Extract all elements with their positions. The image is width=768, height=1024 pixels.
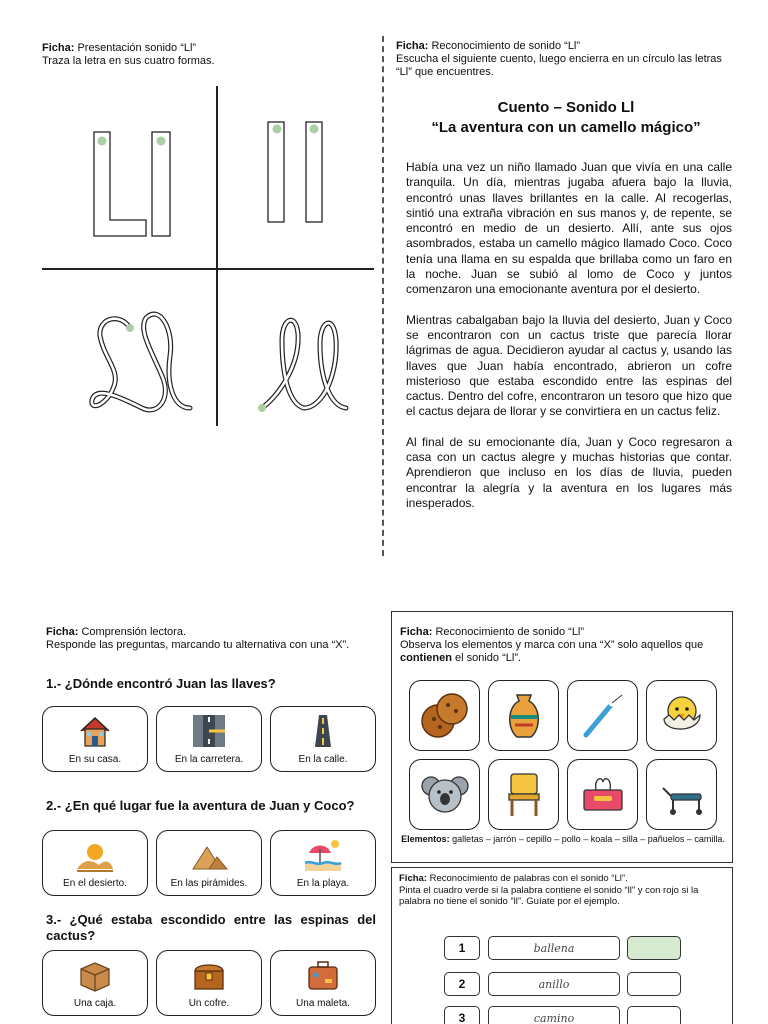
elements-label: Elementos: [401, 834, 450, 844]
option-card[interactable] [270, 706, 376, 772]
sheet4-label: Ficha: [400, 626, 433, 638]
question-2: 2.- ¿En qué lugar fue la aventura de Juan y Coco? [46, 798, 355, 813]
sheet1-instruction: Traza la letra en sus cuatro formas. [42, 55, 215, 67]
pyramids-icon [157, 835, 261, 875]
sheet2-instruction: Escucha el siguiente cuento, luego encierra en un círculo las letras “Ll” que encuentres. [396, 53, 722, 78]
sheet5-instruction: Pinta el cuadro verde si la palabra contiene el sonido “ll” y con rojo si la palabra no tiene el sonido “ll”. Guíate por el ejemplo. [399, 884, 699, 907]
color-box-example[interactable] [627, 936, 681, 960]
sheet1-label: Ficha: [42, 42, 75, 54]
sheet2-label: Ficha: [396, 40, 429, 52]
option-label: En la playa. [296, 878, 350, 889]
option-card[interactable] [42, 706, 148, 772]
item-tile-toothbrush[interactable] [567, 680, 638, 751]
sheet5-header [399, 873, 729, 908]
tissues-icon [576, 768, 630, 822]
sheet3-instruction: Responde las preguntas, marcando tu alternativa con una “X”. [46, 639, 350, 651]
item-tile-tissues[interactable] [567, 759, 638, 830]
sheet4-instruction-end: el sonido “Ll”. [451, 652, 522, 664]
upper-print-L [94, 132, 146, 236]
sheet2-title: Reconocimiento de sonido “Ll” [428, 40, 581, 52]
option-label: En las pirámides. [170, 878, 248, 889]
upper-print-l [152, 132, 170, 236]
sheet4-instruction: Observa los elementos y marca con una “X” solo aquellos que [400, 639, 704, 651]
sheet3-title: Comprensión lectora. [78, 626, 187, 638]
story-title-line2: “La aventura con un camello mágico” [431, 119, 701, 136]
start-dot [98, 137, 107, 146]
lower-print-l [268, 122, 284, 222]
house-icon [43, 711, 147, 751]
elements-text: galletas – jarrón – cepillo – pollo – koala – silla – pañuelos – camilla. [449, 834, 725, 844]
item-tile-chick[interactable] [646, 680, 717, 751]
option-card[interactable] [42, 950, 148, 1016]
story-title [396, 98, 736, 138]
upper-cursive-Ll [92, 314, 190, 410]
highway-icon [157, 711, 261, 751]
sheet3-label: Ficha: [46, 626, 79, 638]
beach-icon [271, 835, 375, 875]
elements-list [398, 834, 728, 845]
sheet5-title: Reconocimiento de palabras con el sonido “Ll”. [426, 873, 628, 884]
sheet4-header [400, 626, 728, 665]
word-box: camino [488, 1006, 620, 1024]
option-label: En la calle. [298, 754, 348, 765]
sheet2-header [396, 40, 736, 79]
koala-icon [418, 768, 472, 822]
sheet3-header [46, 626, 376, 652]
option-label: Una caja. [73, 998, 117, 1009]
start-dot [258, 404, 266, 412]
color-box[interactable] [627, 1006, 681, 1024]
option-card[interactable] [156, 706, 262, 772]
option-label: Una maleta. [296, 998, 350, 1009]
option-card[interactable] [42, 830, 148, 896]
cut-line-dashed [382, 36, 384, 556]
question-3: 3.- ¿Qué estaba escondido entre las espinas del cactus? [46, 912, 376, 943]
item-tile-vase[interactable] [488, 680, 559, 751]
sheet1-title: Presentación sonido “Ll” [74, 42, 197, 54]
story-paragraph: Había una vez un niño llamado Juan que vivía en una calle tranquila. Un día, mientras jugaba afuera bajo la lluvia, encontró unas llaves brillantes en la calle. Al recogerlas, sintió una extraña vibración en sus manos y, de repente, se encontró en medio de un desierto. Allí, ante sus ojos asombrados, estaba un camello mágico llamado Coco. Coco tenía una llama en su espalda que brillaba como un faro en la noche. Juan se subió al lomo de Coco y juntos comenzaron una emocionante aventura por el desierto. [406, 160, 732, 297]
item-tile-koala[interactable] [409, 759, 480, 830]
story-body [406, 160, 732, 511]
item-tile-chair[interactable] [488, 759, 559, 830]
option-card[interactable] [156, 950, 262, 1016]
chair-icon [497, 768, 551, 822]
lower-print-l [306, 122, 322, 222]
row-number: 3 [444, 1006, 480, 1024]
option-label: En su casa. [68, 754, 122, 765]
sheet5-label: Ficha: [399, 873, 427, 884]
box-icon [43, 955, 147, 995]
story-paragraph: Mientras cabalgaban bajo la lluvia del desierto, Juan y Coco se encontraron con un cactus triste que parecía llorar lágrimas de agua. Decidieron ayudar al cactus y, usando las llaves que Juan había encontrado, abrieron un cofre misterioso que estaba escondido entre las espinas del cactus. Dentro del cofre, encontraron un tesoro que hizo que el cactus dejara de llorar y se convirtiera en un cactus feliz. [406, 312, 732, 419]
option-card[interactable] [270, 950, 376, 1016]
toothbrush-icon [576, 689, 630, 743]
option-card[interactable] [270, 830, 376, 896]
cookies-icon [418, 689, 472, 743]
chest-icon [157, 955, 261, 995]
sheet1-header [42, 42, 362, 68]
word-box: ballena [488, 936, 620, 960]
start-dot [157, 137, 166, 146]
option-label: En la carretera. [174, 754, 244, 765]
letter-tracing-area [42, 86, 376, 426]
sheet4-instruction-bold: contienen [400, 652, 452, 664]
item-tile-cookies[interactable] [409, 680, 480, 751]
suitcase-icon [271, 955, 375, 995]
option-label: Un cofre. [188, 998, 230, 1009]
chick-icon [655, 689, 709, 743]
row-number: 1 [444, 936, 480, 960]
desert-icon [43, 835, 147, 875]
row-number: 2 [444, 972, 480, 996]
start-dot [126, 324, 134, 332]
word-box: anillo [488, 972, 620, 996]
start-dot [273, 125, 282, 134]
road-icon [271, 711, 375, 751]
option-card[interactable] [156, 830, 262, 896]
question-1: 1.- ¿Dónde encontró Juan las llaves? [46, 676, 276, 691]
item-tile-stretcher[interactable] [646, 759, 717, 830]
story-paragraph: Al final de su emocionante día, Juan y Coco regresaron a casa con un cactus alegre y muchas historias que contar. Aprendieron que incluso en los días de lluvia, pueden encontrar la alegría y la aventura en los lugares más inesperados. [406, 434, 732, 510]
stretcher-icon [655, 768, 709, 822]
color-box[interactable] [627, 972, 681, 996]
option-label: En el desierto. [63, 878, 127, 889]
sheet4-title: Reconocimiento de sonido “Ll” [432, 626, 585, 638]
story-title-line1: Cuento – Sonido Ll [497, 99, 635, 116]
vase-icon [497, 689, 551, 743]
start-dot [310, 125, 319, 134]
